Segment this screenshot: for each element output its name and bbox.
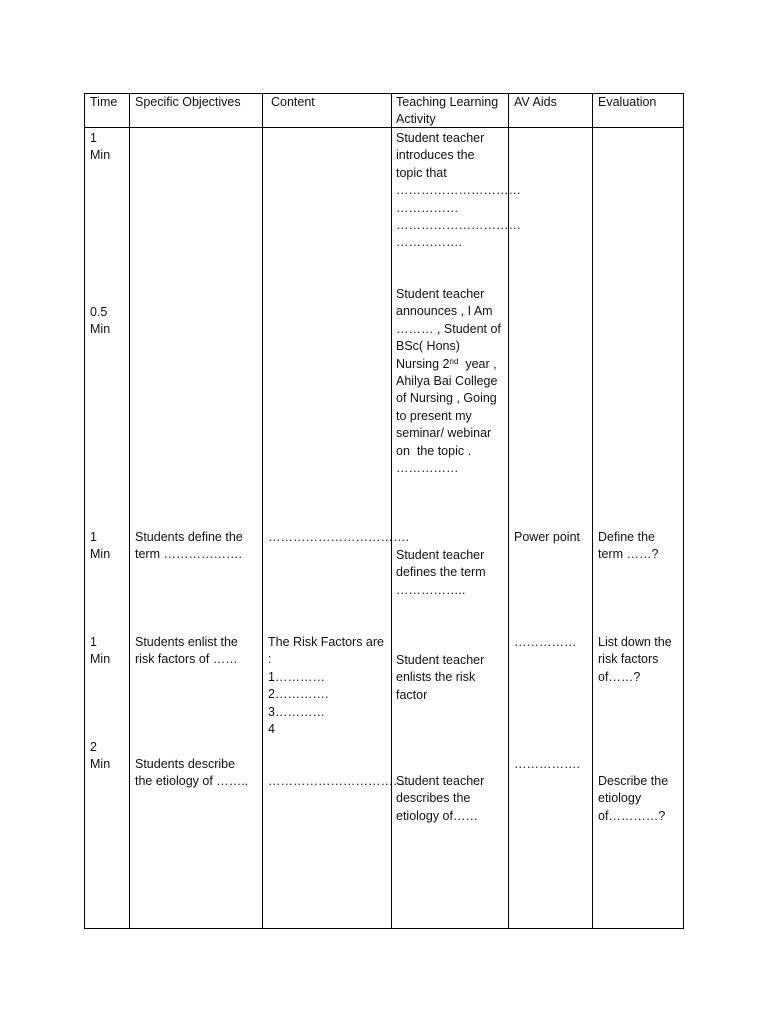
activity-text: year , bbox=[458, 356, 497, 371]
av-line: Power point bbox=[514, 530, 581, 544]
activity-line: etiology of…… bbox=[396, 808, 478, 823]
time-value: 1 bbox=[90, 635, 97, 649]
header-av-aids: AV Aids bbox=[514, 95, 557, 109]
time-unit: Min bbox=[90, 322, 111, 337]
time-value: 1 bbox=[90, 530, 97, 544]
activity-line: ……………. bbox=[396, 235, 462, 250]
time-unit: Min bbox=[90, 547, 111, 562]
column-divider bbox=[262, 94, 263, 928]
activity-line: …………… bbox=[396, 461, 459, 476]
column-divider bbox=[391, 94, 392, 928]
evaluation-line: of……? bbox=[598, 669, 641, 684]
header-divider bbox=[85, 127, 683, 128]
row1-time bbox=[90, 130, 110, 165]
content-line: The Risk Factors are bbox=[268, 635, 385, 649]
activity-line: on the topic . bbox=[396, 443, 472, 458]
row4-av-aids bbox=[514, 634, 577, 651]
lesson-plan-table bbox=[84, 93, 684, 929]
time-unit: Min bbox=[90, 757, 111, 772]
activity-line: Student teacher bbox=[396, 774, 485, 788]
row3-activity bbox=[396, 547, 486, 599]
row5-activity bbox=[396, 773, 484, 825]
activity-line: …………… bbox=[396, 200, 459, 215]
header-specific-objectives: Specific Objectives bbox=[135, 95, 241, 109]
time-value: 2 bbox=[90, 740, 97, 754]
row4-activity bbox=[396, 652, 484, 704]
row4-time bbox=[90, 634, 110, 669]
objective-line: risk factors of …… bbox=[135, 652, 238, 667]
activity-line: seminar/ webinar bbox=[396, 426, 492, 441]
row4-objective bbox=[135, 634, 238, 669]
activity-line: Student teacher bbox=[396, 287, 485, 301]
row5-content bbox=[268, 773, 406, 790]
content-line: ……………………………. bbox=[268, 530, 409, 544]
objective-line: the etiology of …….. bbox=[135, 774, 249, 789]
evaluation-line: etiology bbox=[598, 791, 642, 806]
activity-line: Student teacher bbox=[396, 653, 485, 667]
row2-time bbox=[90, 304, 110, 339]
header-time: Time bbox=[90, 95, 118, 109]
row5-evaluation bbox=[598, 773, 668, 825]
row3-content bbox=[268, 529, 409, 546]
row1-activity bbox=[396, 130, 521, 252]
row3-evaluation bbox=[598, 529, 658, 564]
content-line: : bbox=[268, 652, 272, 667]
time-value: 0.5 bbox=[90, 305, 108, 319]
activity-line: …………….. bbox=[396, 582, 466, 597]
header-teaching-learning-activity bbox=[396, 94, 498, 129]
row4-evaluation bbox=[598, 634, 672, 686]
column-divider bbox=[129, 94, 130, 928]
activity-line: of Nursing , Going bbox=[396, 391, 497, 406]
activity-line: describes the bbox=[396, 791, 471, 806]
activity-line: Student teacher bbox=[396, 548, 485, 562]
content-line: 3………… bbox=[268, 704, 325, 719]
evaluation-line: Describe the bbox=[598, 774, 669, 788]
activity-line: to present my bbox=[396, 408, 472, 423]
time-unit: Min bbox=[90, 148, 111, 163]
activity-line: factor bbox=[396, 687, 428, 702]
row3-objective bbox=[135, 529, 243, 564]
objective-line: term ………………. bbox=[135, 547, 242, 562]
time-value: 1 bbox=[90, 131, 97, 145]
activity-line: announces , I Am bbox=[396, 304, 493, 319]
evaluation-line: term ……? bbox=[598, 547, 659, 562]
row3-time bbox=[90, 529, 110, 564]
row5-objective bbox=[135, 756, 248, 791]
row3-av-aids bbox=[514, 529, 580, 546]
ordinal-superscript: nd bbox=[449, 356, 459, 366]
header-activity-line: Teaching Learning bbox=[396, 95, 499, 109]
evaluation-line: List down the bbox=[598, 635, 672, 649]
activity-line: ………………………… bbox=[396, 183, 521, 198]
activity-line: enlists the risk bbox=[396, 670, 476, 685]
row2-activity bbox=[396, 286, 501, 477]
content-line: 4 bbox=[268, 722, 275, 737]
objective-line: Students define the bbox=[135, 530, 243, 544]
activity-line: BSc( Hons) bbox=[396, 339, 460, 354]
activity-line: ………………………… bbox=[396, 218, 521, 233]
content-line: 2…………. bbox=[268, 687, 329, 702]
activity-line: Student teacher bbox=[396, 131, 485, 145]
av-line: …………… bbox=[514, 635, 577, 649]
activity-line bbox=[396, 356, 501, 373]
activity-line: introduces the bbox=[396, 148, 475, 163]
header-activity-line: Activity bbox=[396, 112, 436, 127]
activity-line: Ahilya Bai College bbox=[396, 374, 498, 389]
activity-text: Nursing 2 bbox=[396, 356, 450, 371]
header-content: Content bbox=[271, 95, 315, 109]
objective-line: Students enlist the bbox=[135, 635, 238, 649]
column-divider bbox=[592, 94, 593, 928]
evaluation-line: risk factors bbox=[598, 652, 659, 667]
content-line: …………………………… bbox=[268, 774, 406, 788]
av-line: ……………. bbox=[514, 757, 580, 771]
evaluation-line: Define the bbox=[598, 530, 655, 544]
row5-time bbox=[90, 739, 110, 774]
row4-content bbox=[268, 634, 384, 738]
time-unit: Min bbox=[90, 652, 111, 667]
header-evaluation: Evaluation bbox=[598, 95, 657, 109]
activity-line: topic that bbox=[396, 165, 447, 180]
activity-line: ……… , Student of bbox=[396, 321, 501, 336]
evaluation-line: of…………? bbox=[598, 808, 666, 823]
objective-line: Students describe bbox=[135, 757, 236, 771]
activity-line: defines the term bbox=[396, 565, 486, 580]
content-line: 1………… bbox=[268, 669, 325, 684]
row5-av-aids bbox=[514, 756, 580, 773]
